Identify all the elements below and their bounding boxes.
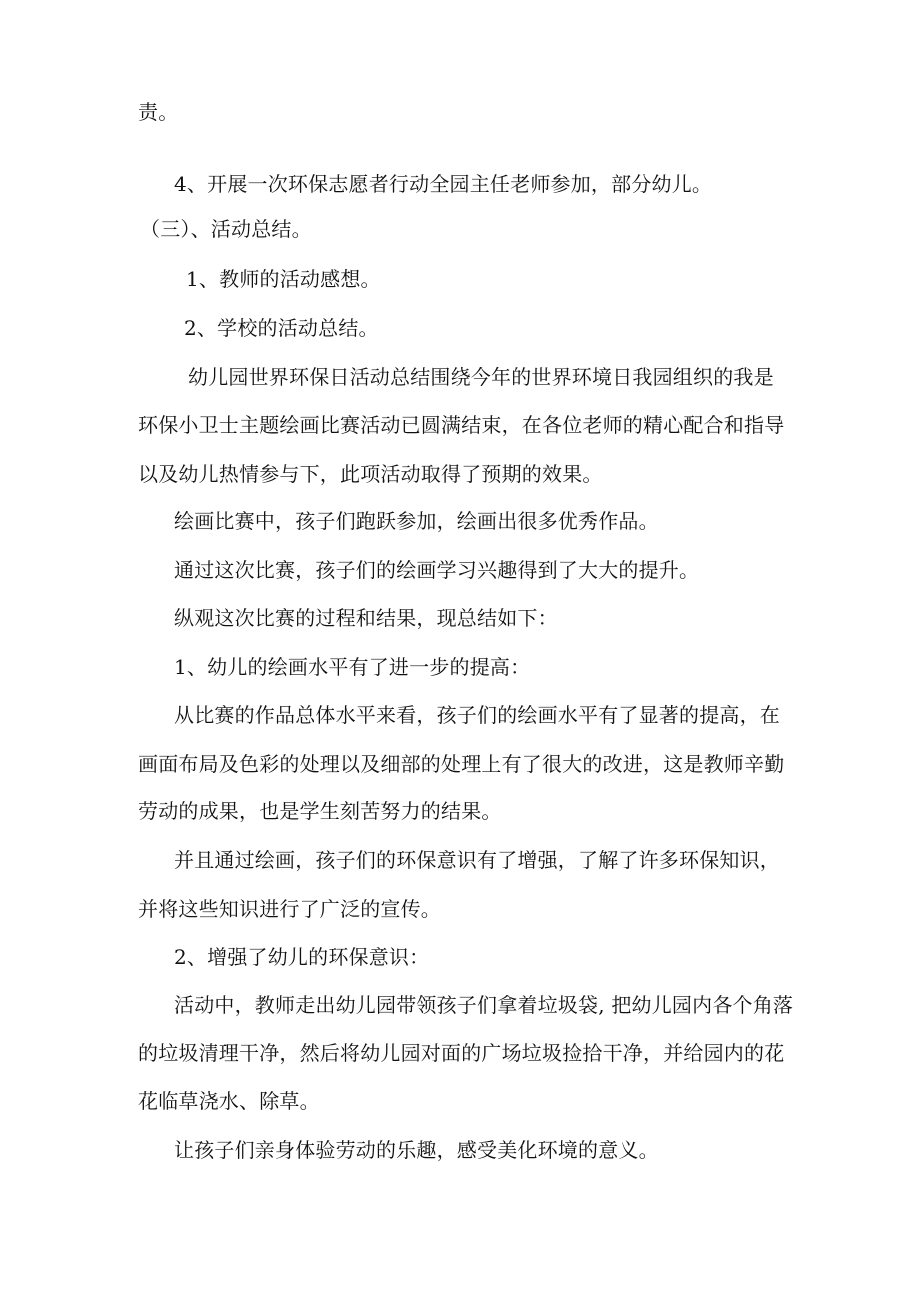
text-line: 纵观这次比赛的过程和结果，现总结如下：: [174, 606, 558, 630]
text-line: 2、学校的活动总结。: [184, 316, 379, 340]
text-line: 花临草浇水、除草。: [138, 1089, 320, 1113]
text-line: 并将这些知识进行了广泛的宣传。: [138, 897, 441, 921]
text-line: 幼儿园世界环保日活动总结围绕今年的世界环境日我园组织的我是: [188, 365, 774, 389]
text-line: 活动中，教师走出幼儿园带领孩子们拿着垃圾袋, 把幼儿园内各个角落: [174, 993, 794, 1017]
text-line: 以及幼儿热情参与下，此项活动取得了预期的效果。: [138, 462, 603, 486]
text-line: 绘画比赛中，孩子们跑跃参加，绘画出很多优秀作品。: [174, 509, 659, 533]
text-line: 劳动的成果，也是学生刻苦努力的结果。: [138, 799, 502, 823]
text-line: 责。: [138, 100, 179, 124]
text-line: 并且通过绘画，孩子们的环保意识有了增强，了解了许多环保知识，: [174, 848, 780, 872]
section-heading: （三）、活动总结。: [140, 217, 312, 241]
text-line: 通过这次比赛，孩子们的绘画学习兴趣得到了大大的提升。: [174, 558, 700, 582]
text-line: 4、开展一次环保志愿者行动全园主任老师参加，部分幼儿。: [174, 172, 713, 196]
subheading: 1、幼儿的绘画水平有了进一步的提高：: [174, 655, 531, 679]
subheading: 2、增强了幼儿的环保意识：: [174, 945, 430, 969]
text-line: 让孩子们亲身体验劳动的乐趣，感受美化环境的意义。: [174, 1138, 659, 1162]
text-line: 从比赛的作品总体水平来看，孩子们的绘画水平有了显著的提高，在: [174, 703, 780, 727]
text-line: 画面布局及色彩的处理以及细部的处理上有了很大的改进，这是教师辛勤: [138, 752, 785, 776]
text-line: 环保小卫士主题绘画比赛活动已圆满结束，在各位老师的精心配合和指导: [138, 413, 785, 437]
text-line: 的垃圾清理干净，然后将幼儿园对面的广场垃圾捡拾干净，并给园内的花: [138, 1041, 785, 1065]
text-line: 1、教师的活动感想。: [186, 267, 381, 291]
